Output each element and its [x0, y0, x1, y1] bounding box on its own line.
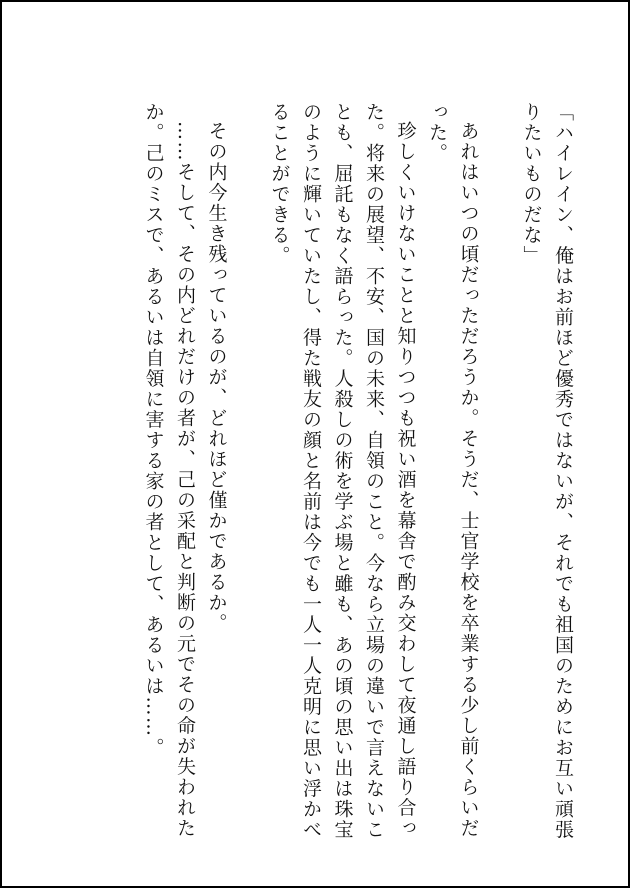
text-line: その内今生き残っているのが、どれほど僅かであるか。 [205, 121, 228, 634]
text-line: ……そして、その内どれだけの者が、己の采配と判断の元でその命が失われた [174, 121, 196, 839]
text-line: 珍しくいけないことと知りつつも祝い酒を幕舎で酌み交わして夜通し語り合っ [394, 121, 417, 839]
text-line: 「ハイレイン、俺はお前ほど優秀ではないが、それでも祖国のためにお互い頑張 [552, 102, 574, 840]
text-line: とも、屈託もなく語らった。人殺しの術を学ぶ場と雖も、あの頃の思い出は珠宝 [331, 102, 354, 840]
paragraph-gap [232, 102, 264, 842]
text-line: か。己のミスで、あるいは自領に害する家の者として、あるいは……。 [142, 102, 165, 758]
paragraph-gap [484, 102, 516, 842]
text-line: のように輝いていたし、得た戦友の顔と名前は今でも一人一人克明に思い浮かべ [300, 102, 322, 840]
text-line: あれはいつの頃だっただろうか。そうだ、士官学校を卒業する少し前くらいだ [457, 121, 480, 839]
text-line: りたいものだな」 [520, 102, 543, 266]
paragraph-3 [137, 102, 232, 842]
text-line: った。 [426, 102, 448, 164]
text-line: ることができる。 [268, 102, 291, 266]
paragraph-1 [515, 102, 578, 842]
paragraph-2 [263, 102, 484, 842]
vertical-text-body [137, 102, 578, 842]
text-line: た。将来の展望、不安、国の未来、自領のこと。今なら立場の違いで言えないこ [363, 102, 385, 840]
